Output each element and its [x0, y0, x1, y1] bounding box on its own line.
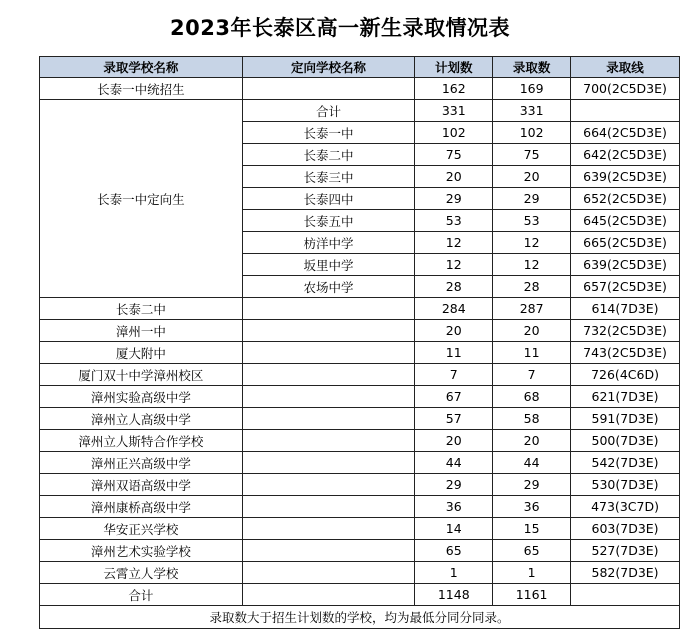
cutoff-cell: 621(7D3E) [571, 386, 680, 408]
table-row [40, 386, 680, 408]
cutoff-cell: 726(4C6D) [571, 364, 680, 386]
school-name-cell: 漳州实验高级中学 [40, 386, 243, 408]
plan-cell: 57 [415, 408, 493, 430]
directed-school-cell: 农场中学 [242, 276, 415, 298]
plan-cell: 11 [415, 342, 493, 364]
plan-cell: 12 [415, 254, 493, 276]
cutoff-cell: 527(7D3E) [571, 540, 680, 562]
directed-school-cell [242, 298, 415, 320]
total-row [40, 584, 680, 606]
school-name-cell: 华安正兴学校 [40, 518, 243, 540]
plan-cell: 14 [415, 518, 493, 540]
cutoff-cell: 642(2C5D3E) [571, 144, 680, 166]
total-label-cell: 合计 [40, 584, 243, 606]
admitted-cell: 20 [493, 166, 571, 188]
table-row [40, 540, 680, 562]
table-row [40, 408, 680, 430]
school-name-cell: 长泰二中 [40, 298, 243, 320]
school-name-cell: 漳州康桥高级中学 [40, 496, 243, 518]
plan-cell: 162 [415, 78, 493, 100]
directed-school-cell [242, 430, 415, 452]
cutoff-cell [571, 100, 680, 122]
admitted-cell: 15 [493, 518, 571, 540]
directed-school-cell [242, 452, 415, 474]
admitted-cell: 1 [493, 562, 571, 584]
cutoff-cell: 639(2C5D3E) [571, 166, 680, 188]
directed-school-cell: 枋洋中学 [242, 232, 415, 254]
admitted-cell: 44 [493, 452, 571, 474]
total-admitted-cell: 1161 [493, 584, 571, 606]
school-name-cell: 厦大附中 [40, 342, 243, 364]
table-row [40, 452, 680, 474]
cutoff-cell: 603(7D3E) [571, 518, 680, 540]
cutoff-cell: 665(2C5D3E) [571, 232, 680, 254]
header-plan: 计划数 [415, 57, 493, 78]
total-cutoff-cell [571, 584, 680, 606]
header-school: 录取学校名称 [40, 57, 243, 78]
cutoff-cell: 614(7D3E) [571, 298, 680, 320]
plan-cell: 75 [415, 144, 493, 166]
directed-school-cell [242, 584, 415, 606]
cutoff-cell: 652(2C5D3E) [571, 188, 680, 210]
admitted-cell: 11 [493, 342, 571, 364]
school-name-cell: 厦门双十中学漳州校区 [40, 364, 243, 386]
admission-table [39, 56, 680, 629]
header-admitted: 录取数 [493, 57, 571, 78]
admitted-cell: 7 [493, 364, 571, 386]
cutoff-cell: 473(3C7D) [571, 496, 680, 518]
table-row [40, 298, 680, 320]
admitted-cell: 29 [493, 474, 571, 496]
cutoff-cell: 500(7D3E) [571, 430, 680, 452]
table-row [40, 342, 680, 364]
directed-school-cell [242, 474, 415, 496]
admitted-cell: 68 [493, 386, 571, 408]
table-row [40, 496, 680, 518]
admitted-cell: 12 [493, 254, 571, 276]
table-body [40, 78, 680, 629]
plan-cell: 20 [415, 320, 493, 342]
school-name-cell: 漳州艺术实验学校 [40, 540, 243, 562]
school-name-cell: 漳州立人高级中学 [40, 408, 243, 430]
plan-cell: 44 [415, 452, 493, 474]
admitted-cell: 53 [493, 210, 571, 232]
directed-school-cell [242, 518, 415, 540]
cutoff-cell: 645(2C5D3E) [571, 210, 680, 232]
directed-school-cell [242, 540, 415, 562]
table-row [40, 430, 680, 452]
directed-school-cell: 长泰二中 [242, 144, 415, 166]
school-name-cell: 漳州正兴高级中学 [40, 452, 243, 474]
admitted-cell: 169 [493, 78, 571, 100]
table-row [40, 562, 680, 584]
directed-school-cell: 长泰五中 [242, 210, 415, 232]
cutoff-cell: 591(7D3E) [571, 408, 680, 430]
admitted-cell: 331 [493, 100, 571, 122]
cutoff-cell: 743(2C5D3E) [571, 342, 680, 364]
cutoff-cell: 732(2C5D3E) [571, 320, 680, 342]
note-row [40, 606, 680, 629]
school-name-cell: 长泰一中统招生 [40, 78, 243, 100]
directed-school-cell [242, 78, 415, 100]
admitted-cell: 20 [493, 430, 571, 452]
directed-school-cell [242, 342, 415, 364]
table-row [40, 78, 680, 100]
cutoff-cell: 639(2C5D3E) [571, 254, 680, 276]
admitted-cell: 75 [493, 144, 571, 166]
plan-cell: 1 [415, 562, 493, 584]
plan-cell: 7 [415, 364, 493, 386]
table-row [40, 100, 680, 122]
plan-cell: 65 [415, 540, 493, 562]
cutoff-cell: 700(2C5D3E) [571, 78, 680, 100]
directed-school-cell [242, 562, 415, 584]
cutoff-cell: 542(7D3E) [571, 452, 680, 474]
cutoff-cell: 664(2C5D3E) [571, 122, 680, 144]
table-row [40, 474, 680, 496]
admitted-cell: 29 [493, 188, 571, 210]
admitted-cell: 58 [493, 408, 571, 430]
admitted-cell: 20 [493, 320, 571, 342]
admitted-cell: 287 [493, 298, 571, 320]
admitted-cell: 12 [493, 232, 571, 254]
plan-cell: 284 [415, 298, 493, 320]
plan-cell: 20 [415, 430, 493, 452]
page-title: 2023年长泰区高一新生录取情况表 [170, 16, 510, 40]
plan-cell: 20 [415, 166, 493, 188]
directed-school-cell [242, 364, 415, 386]
directed-school-cell: 坂里中学 [242, 254, 415, 276]
plan-cell: 331 [415, 100, 493, 122]
plan-cell: 36 [415, 496, 493, 518]
plan-cell: 67 [415, 386, 493, 408]
school-name-cell: 云霄立人学校 [40, 562, 243, 584]
directed-school-cell [242, 386, 415, 408]
table-row [40, 320, 680, 342]
plan-cell: 53 [415, 210, 493, 232]
plan-cell: 102 [415, 122, 493, 144]
school-name-cell: 漳州一中 [40, 320, 243, 342]
admitted-cell: 65 [493, 540, 571, 562]
header-cutoff: 录取线 [571, 57, 680, 78]
directed-school-cell: 长泰三中 [242, 166, 415, 188]
total-plan-cell: 1148 [415, 584, 493, 606]
plan-cell: 29 [415, 474, 493, 496]
admitted-cell: 36 [493, 496, 571, 518]
directed-school-cell: 长泰四中 [242, 188, 415, 210]
school-name-cell: 漳州双语高级中学 [40, 474, 243, 496]
plan-cell: 28 [415, 276, 493, 298]
header-directed-school: 定向学校名称 [242, 57, 415, 78]
school-name-cell: 漳州立人斯特合作学校 [40, 430, 243, 452]
directed-school-cell [242, 320, 415, 342]
header-row [40, 57, 680, 78]
table-row [40, 518, 680, 540]
directed-school-cell [242, 496, 415, 518]
admitted-cell: 102 [493, 122, 571, 144]
cutoff-cell: 582(7D3E) [571, 562, 680, 584]
cutoff-cell: 657(2C5D3E) [571, 276, 680, 298]
directed-school-cell: 长泰一中 [242, 122, 415, 144]
admitted-cell: 28 [493, 276, 571, 298]
directed-school-cell: 合计 [242, 100, 415, 122]
school-name-cell: 长泰一中定向生 [40, 100, 243, 298]
footnote-cell: 录取数大于招生计划数的学校，均为最低分同分同录。 [40, 606, 680, 629]
cutoff-cell: 530(7D3E) [571, 474, 680, 496]
plan-cell: 12 [415, 232, 493, 254]
plan-cell: 29 [415, 188, 493, 210]
directed-school-cell [242, 408, 415, 430]
table-row [40, 364, 680, 386]
